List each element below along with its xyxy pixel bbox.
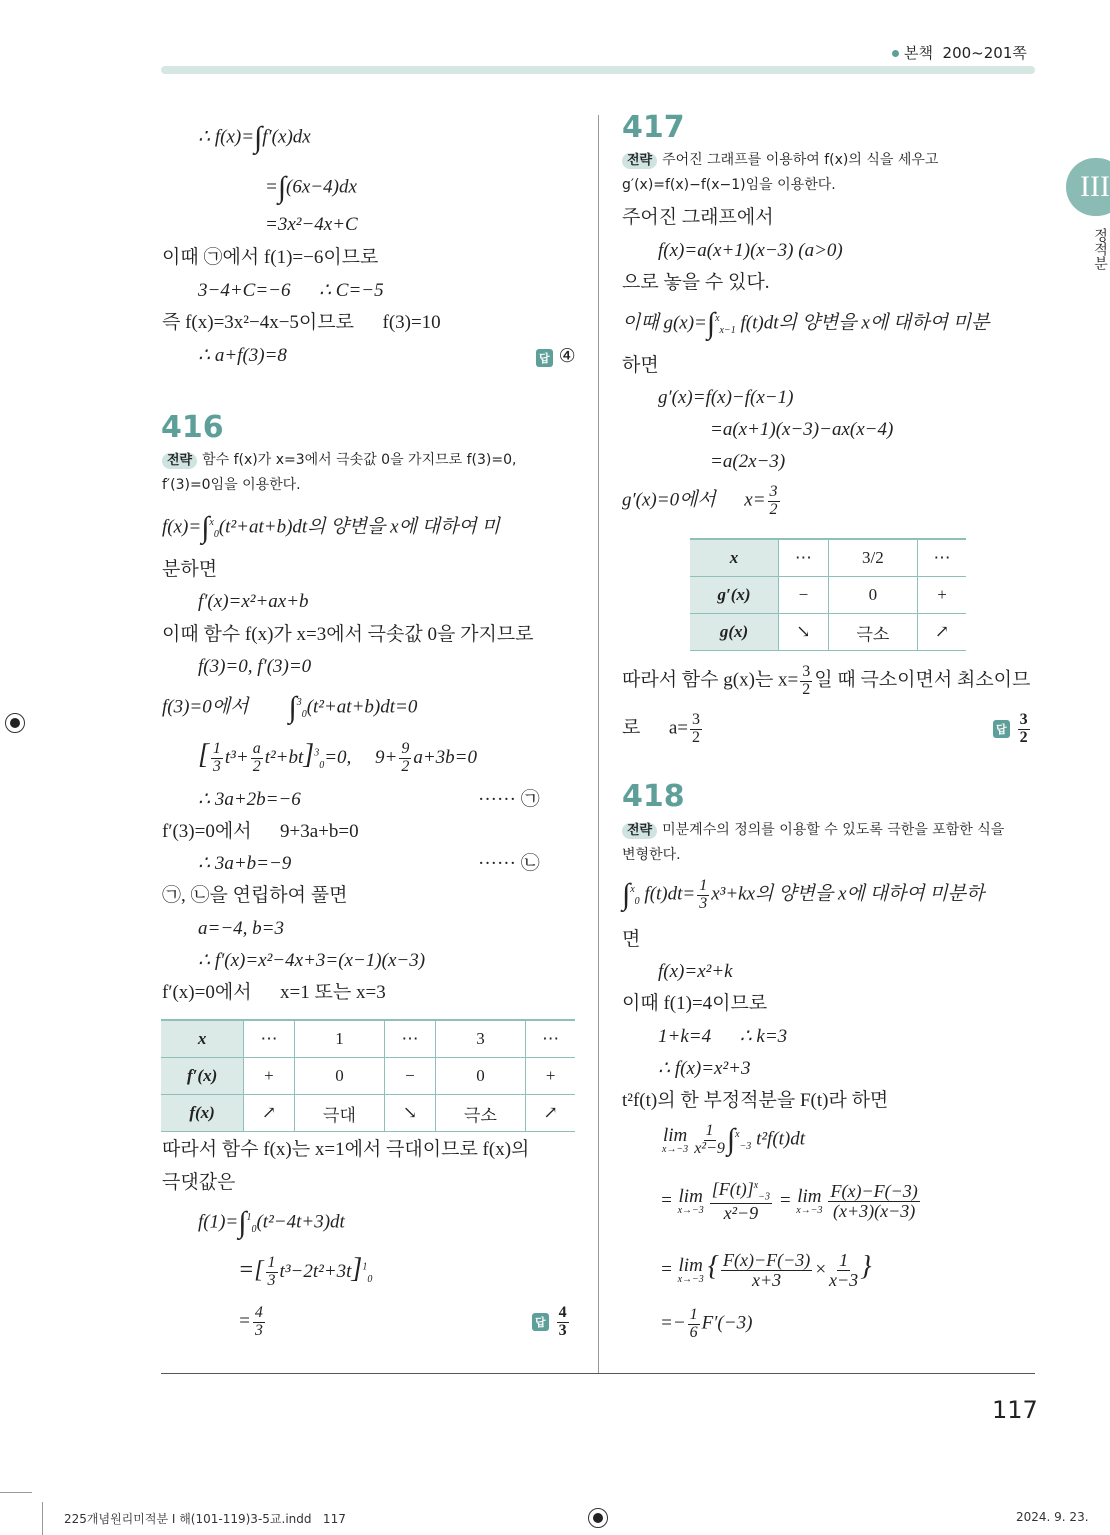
variation-table-416: x ⋯ 1 ⋯ 3 ⋯ f′(x) + 0 − 0 + f(x) ↗ 극대 ↘ 극소 ↗ (161, 1019, 575, 1132)
eq-line: f(x)=x²+k (658, 961, 733, 982)
text-line: 으로 놓을 수 있다. (622, 272, 770, 293)
strategy: 변형한다. (622, 847, 681, 863)
eq-line: [ $\frac{1}{3}$ t³+ $\frac{a}{2}$ t²+bt]$^3_0$=0, 9+ $\frac{9}{2}$ a+3b=0 (198, 739, 477, 776)
eq-line: f(x)=a(x+1)(x−3) (a>0) (658, 240, 843, 261)
strategy: f′(3)=0임을 이용한다. (162, 477, 301, 493)
registration-mark-icon (588, 1508, 608, 1528)
answer-415: 답 ④ (536, 345, 576, 368)
text-line: ㉠, ㉡을 연립하여 풀면 (162, 885, 348, 906)
tag-label: ······ ㉡ (478, 853, 540, 874)
footer-file: 225개념원리미적분 I 해(101-119)3-5교.indd 117 (64, 1512, 346, 1526)
eq-line: =3x²−4x+C (265, 214, 358, 235)
problem-number-417: 417 (622, 110, 685, 145)
eq-line: f(3)=0에서 ∫$^3_0$(t²+at+b)dt=0 (162, 691, 418, 724)
crop-mark (0, 1492, 32, 1493)
eq-line: ∴ f′(x)=x²−4x+3=(x−1)(x−3) (198, 950, 426, 971)
strategy: 전략 주어진 그래프를 이용하여 f(x)의 식을 세우고 (622, 152, 938, 169)
eq-line: g′(x)=0에서 x= $\frac{3}{2}$ (622, 483, 778, 518)
eq-line: f(x)=∫$^x_0$(t²+at+b)dt의 양변을 x에 대하여 미 (162, 511, 500, 544)
text-line: 이때 ㉠에서 f(1)=−6이므로 (162, 247, 379, 268)
answer-416: 답 $\frac{4}{3}$ (532, 1305, 571, 1340)
strategy: 전략 함수 f(x)가 x=3에서 극솟값 0을 가지므로 f(3)=0, (162, 452, 516, 469)
limit-line: = lim x→−3 { $\frac{F(x)-F(-3)}{x+3}$ × $\frac{1}{x-3}$ } (660, 1250, 872, 1291)
eq-line: =a(x+1)(x−3)−ax(x−4) (710, 419, 894, 440)
text-line: 로 a= $\frac{3}{2}$ (622, 711, 701, 746)
eq-line: =− $\frac{1}{6}$ F′(−3) (660, 1306, 753, 1341)
eq-line: 이때 g(x)=∫$^x_{x-1}$ f(t)dt의 양변을 x에 대하여 미분 (622, 307, 990, 340)
crop-mark (42, 1502, 43, 1535)
eq-line: f(3)=0, f′(3)=0 (198, 656, 312, 677)
eq-line: g′(x)=f(x)−f(x−1) (658, 387, 794, 408)
header-book: 본책 (904, 44, 933, 62)
strategy-badge: 전략 (622, 153, 657, 169)
eq-line: ∴ 3a+2b=−6 (198, 789, 301, 810)
strategy: g′(x)=f(x)−f(x−1)임을 이용한다. (622, 177, 836, 193)
problem-number-418: 418 (622, 779, 685, 814)
eq-line: ∫$^x_0$ f(t)dt= $\frac{1}{3}$ x³+kx의 양변을 x에 대하여 미분하 (622, 876, 985, 912)
text-line: t²f(t)의 한 부정적분을 F(t)라 하면 (622, 1090, 889, 1111)
eq-line: f(1)=∫$^1_0$(t²−4t+3)dt (198, 1206, 345, 1239)
tag-label: ······ ㉠ (478, 789, 540, 810)
registration-mark-icon (5, 713, 25, 733)
eq-line: ∴ 3a+b=−9 (198, 853, 292, 874)
text-line: 따라서 함수 f(x)는 x=1에서 극대이므로 f(x)의 (162, 1139, 530, 1160)
eq-line: ∴ a+f(3)=8 (198, 345, 287, 366)
text-line: 극댓값은 (162, 1172, 236, 1193)
eq-line: =a(2x−3) (710, 451, 786, 472)
text-line: 따라서 함수 g(x)는 x= $\frac{3}{2}$ 일 때 극소이면서 최소이므 (622, 663, 1031, 698)
strategy: 전략 미분계수의 정의를 이용할 수 있도록 극한을 포함한 식을 (622, 822, 1004, 839)
text-line: 분하면 (162, 559, 218, 580)
text-line: 이때 함수 f(x)가 x=3에서 극솟값 0을 가지므로 (162, 624, 534, 645)
text-line: 주어진 그래프에서 (622, 207, 774, 228)
column-divider (598, 115, 599, 1373)
eq-line: =∫(6x−4)dx (265, 171, 357, 204)
strategy-badge: 전략 (622, 823, 657, 839)
side-tab-label: 정적분 (1092, 228, 1108, 270)
footer-date: 2024. 9. 23. (1016, 1510, 1089, 1524)
header-pages: 200~201쪽 (942, 44, 1027, 62)
text-line: 이때 f(1)=4이므로 (622, 993, 768, 1014)
text-line: 하면 (622, 355, 659, 376)
eq-line: = $\frac{4}{3}$ (238, 1304, 263, 1339)
limit-line: = lim x→−3 $\frac{[F(t)]^x_{-3}}{\text{x²−9}}$ = lim x→−3 $\frac{F(x)-F(-3)}{(x+3)(x-3)}$ (660, 1179, 918, 1224)
eq-line: 1+k=4 ∴ k=3 (658, 1026, 788, 1047)
eq-line: f′(x)=x²+ax+b (198, 591, 309, 612)
eq-line: a=−4, b=3 (198, 918, 284, 939)
answer-417: 답 $\frac{3}{2}$ (993, 712, 1032, 747)
page-number: 117 (992, 1396, 1038, 1424)
text-line: 면 (622, 929, 641, 950)
header-bar (161, 66, 1035, 74)
bullet-icon (892, 50, 899, 57)
variation-table-417: x ⋯ 3/2 ⋯ g′(x) − 0 + g(x) ↘ 극소 ↗ (690, 538, 966, 651)
eq-line: ∴ f(x)=∫f′(x)dx (198, 121, 311, 154)
eq-line: ∴ f(x)=x²+3 (658, 1058, 751, 1079)
eq-line: 3−4+C=−6 ∴ C=−5 (198, 280, 384, 301)
text-line: f′(x)=0에서 x=1 또는 x=3 (162, 982, 386, 1003)
problem-number-416: 416 (161, 410, 224, 445)
side-tab (1066, 158, 1110, 216)
side-tab-roman: III (1080, 170, 1110, 203)
header (892, 42, 1027, 63)
limit-line: lim x→−3 $\frac{1}{\text{x²−9}}$ ∫$^x_{-3}$ t²f(t)dt (662, 1121, 806, 1157)
eq-line: =[ $\frac{1}{3}$ t³−2t²+3t]$^1_0$ (238, 1253, 373, 1290)
text-line: 즉 f(x)=3x²−4x−5이므로 f(3)=10 (162, 312, 441, 333)
text-line: f′(3)=0에서 9+3a+b=0 (162, 821, 359, 842)
bottom-rule (161, 1373, 1035, 1374)
strategy-badge: 전략 (162, 453, 197, 469)
